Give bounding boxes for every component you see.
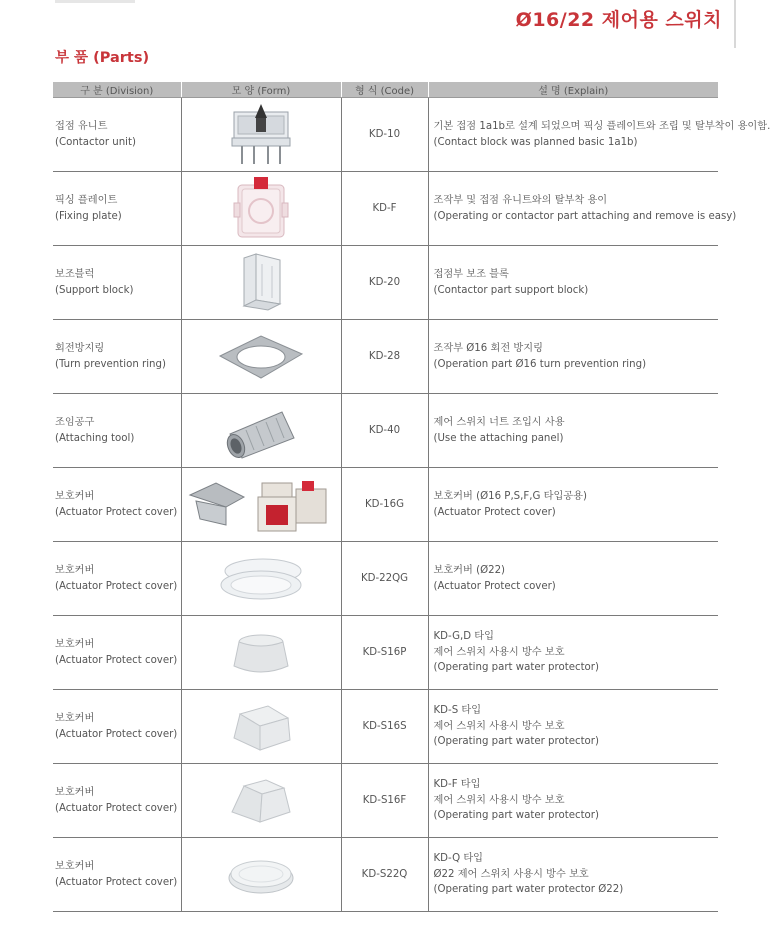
- code-cell: KD-S22Q: [341, 838, 428, 912]
- code-cell: KD-10: [341, 98, 428, 172]
- form-cell: [181, 838, 341, 912]
- division-ko: 보호커버: [55, 639, 95, 650]
- protect-cover-s16p-image: [226, 628, 296, 678]
- top-decoration-bar: [55, 0, 135, 3]
- form-cell: [181, 320, 341, 394]
- form-cell: [181, 542, 341, 616]
- protect-cover-s16f-image: [226, 774, 296, 828]
- division-ko: 보조블럭: [55, 269, 95, 280]
- form-cell: [181, 394, 341, 468]
- explain-line: KD-S 타입: [433, 705, 482, 717]
- explain-line: (Operating part water protector Ø22): [433, 884, 624, 896]
- explain-line: KD-F 타입: [433, 779, 481, 791]
- explain-line: 제어 스위치 사용시 방수 보호: [433, 720, 565, 732]
- code-cell: KD-28: [341, 320, 428, 394]
- explain-line: 조작부 Ø16 회전 방지링: [433, 343, 543, 354]
- explain-line: 기본 접점 1a1b로 설계 되었으며 픽싱 플레이트와 조립 및 탈부착이 용이함.: [433, 121, 770, 132]
- protect-cover-16g-image: [186, 475, 336, 535]
- division-cell: [53, 394, 181, 468]
- form-cell: [181, 468, 341, 542]
- explain-line: 제어 스위치 사용시 방수 보호: [433, 646, 565, 658]
- explain-cell: [428, 542, 718, 616]
- attaching-tool-image: [216, 404, 306, 458]
- division-en: (Actuator Protect cover): [55, 654, 178, 666]
- division-cell: [53, 616, 181, 690]
- division-ko: 보호커버: [55, 565, 95, 576]
- explain-line: 제어 스위치 너트 조입시 사용: [433, 417, 565, 428]
- explain-cell: [428, 394, 718, 468]
- division-en: (Actuator Protect cover): [55, 506, 178, 518]
- table-row: [53, 468, 718, 542]
- explain-line: Ø22 제어 스위치 사용시 방수 보호: [433, 868, 589, 880]
- explain-line: (Operating or contactor part attaching and remove is easy): [433, 210, 737, 222]
- table-row: [53, 542, 718, 616]
- page-edge-line: [734, 0, 736, 48]
- form-cell: [181, 172, 341, 246]
- table-row: [53, 764, 718, 838]
- division-ko: 접점 유니트: [55, 121, 108, 132]
- division-en: (Attaching tool): [55, 432, 135, 444]
- division-en: (Contactor unit): [55, 136, 136, 148]
- explain-line: (Actuator Protect cover): [433, 506, 556, 518]
- division-ko: 보호커버: [55, 861, 95, 872]
- explain-line: (Use the attaching panel): [433, 432, 564, 444]
- explain-cell: [428, 98, 770, 172]
- section-title: 부 품 (Parts): [55, 50, 150, 66]
- division-en: (Actuator Protect cover): [55, 580, 178, 592]
- division-en: (Actuator Protect cover): [55, 876, 178, 888]
- protect-cover-s16s-image: [226, 700, 296, 754]
- explain-line: 조작부 및 접점 유니트와의 탈부착 용이: [433, 195, 608, 206]
- table-row: [53, 838, 718, 912]
- code-cell: KD-20: [341, 246, 428, 320]
- form-cell: [181, 98, 341, 172]
- contactor-unit-image: [226, 102, 296, 168]
- division-cell: [53, 172, 181, 246]
- division-en: (Turn prevention ring): [55, 358, 166, 370]
- protect-cover-22qg-image: [211, 551, 311, 607]
- explain-cell: [428, 838, 718, 912]
- table-header-row: [53, 82, 718, 98]
- division-cell: [53, 246, 181, 320]
- table-row: [53, 172, 718, 246]
- explain-line: (Operation part Ø16 turn prevention ring): [433, 358, 647, 370]
- division-cell: [53, 764, 181, 838]
- explain-line: (Operating part water protector): [433, 662, 599, 674]
- explain-line: (Contact block was planned basic 1a1b): [433, 136, 638, 148]
- explain-cell: [428, 764, 718, 838]
- division-cell: [53, 98, 181, 172]
- table-row: [53, 394, 718, 468]
- explain-cell: [428, 468, 718, 542]
- explain-line: (Actuator Protect cover): [433, 580, 556, 592]
- support-block-image: [226, 250, 296, 316]
- division-en: (Actuator Protect cover): [55, 802, 178, 814]
- form-cell: [181, 246, 341, 320]
- header-form: 모 양 (Form): [181, 82, 341, 98]
- fixing-plate-image: [226, 175, 296, 243]
- header-division: 구 분 (Division): [53, 82, 181, 98]
- division-ko: 보호커버: [55, 491, 95, 502]
- code-cell: KD-16G: [341, 468, 428, 542]
- explain-cell: [428, 246, 718, 320]
- form-cell: [181, 616, 341, 690]
- table-row: [53, 690, 718, 764]
- division-ko: 보호커버: [55, 787, 95, 798]
- code-cell: KD-S16S: [341, 690, 428, 764]
- division-ko: 보호커버: [55, 713, 95, 724]
- code-cell: KD-F: [341, 172, 428, 246]
- code-cell: KD-40: [341, 394, 428, 468]
- division-cell: [53, 542, 181, 616]
- form-cell: [181, 690, 341, 764]
- division-cell: [53, 468, 181, 542]
- division-cell: [53, 838, 181, 912]
- header-code: 형 식 (Code): [341, 82, 428, 98]
- table-row: [53, 616, 718, 690]
- page-title: Ø16/22 제어용 스위치: [515, 9, 722, 31]
- explain-cell: [428, 320, 718, 394]
- code-cell: KD-S16P: [341, 616, 428, 690]
- code-cell: KD-22QG: [341, 542, 428, 616]
- explain-line: (Contactor part support block): [433, 284, 589, 296]
- explain-line: KD-Q 타입: [433, 853, 484, 865]
- table-row: [53, 246, 718, 320]
- form-cell: [181, 764, 341, 838]
- division-cell: [53, 690, 181, 764]
- explain-line: 제어 스위치 사용시 방수 보호: [433, 794, 565, 806]
- explain-cell: [428, 616, 718, 690]
- explain-line: (Operating part water protector): [433, 736, 599, 748]
- table-row: [53, 320, 718, 394]
- explain-line: KD-G,D 타입: [433, 631, 494, 643]
- header-explain: 설 명 (Explain): [428, 82, 718, 98]
- division-cell: [53, 320, 181, 394]
- protect-cover-s22q-image: [221, 852, 301, 898]
- division-ko: 조임공구: [55, 417, 95, 428]
- explain-line: 보호커버 (Ø22): [433, 565, 506, 576]
- turn-prevention-ring-image: [216, 332, 306, 382]
- division-ko: 픽싱 플레이트: [55, 195, 118, 206]
- division-ko: 회전방지링: [55, 343, 105, 354]
- explain-line: 보호커버 (Ø16 P,S,F,G 타입공용): [433, 491, 587, 502]
- explain-line: 접점부 보조 블록: [433, 269, 509, 280]
- explain-line: (Operating part water protector): [433, 810, 599, 822]
- code-cell: KD-S16F: [341, 764, 428, 838]
- explain-cell: [428, 172, 737, 246]
- division-en: (Fixing plate): [55, 210, 122, 222]
- explain-cell: [428, 690, 718, 764]
- division-en: (Support block): [55, 284, 134, 296]
- table-row: [53, 98, 718, 172]
- division-en: (Actuator Protect cover): [55, 728, 178, 740]
- parts-table: [53, 82, 770, 912]
